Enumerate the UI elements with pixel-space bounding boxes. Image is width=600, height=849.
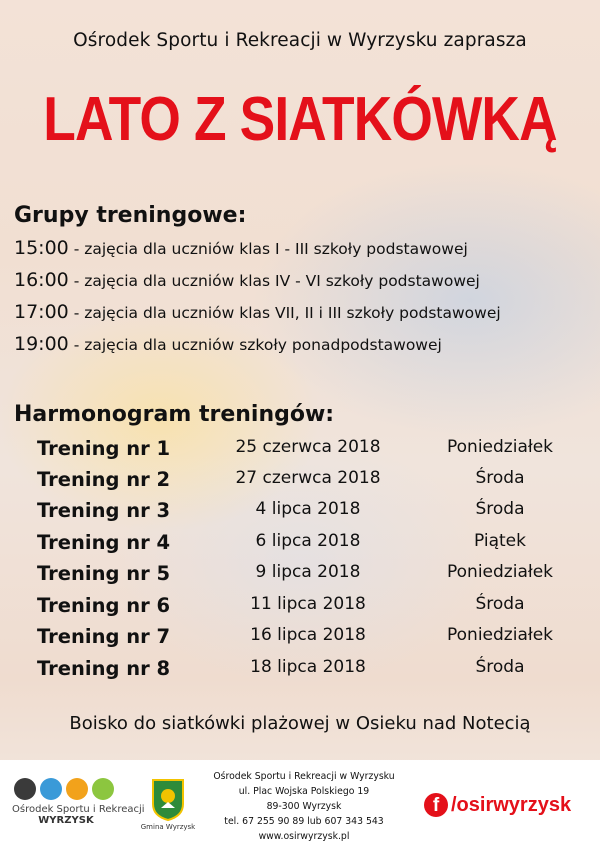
group-row (14, 269, 480, 291)
gmina-logo (138, 778, 198, 842)
training-date: 4 lipca 2018 (255, 499, 361, 519)
ball-player-icon (92, 778, 114, 800)
contact-street: ul. Plac Wojska Polskiego 19 (238, 786, 370, 797)
runner-icon (14, 778, 36, 800)
schedule-heading: Harmonogram treningów: (14, 402, 335, 427)
training-day: Poniedziałek (447, 437, 553, 457)
training-day: Środa (475, 594, 525, 614)
schedule-row (0, 468, 600, 498)
contact-postal: 89-300 Wyrzysk (266, 801, 342, 812)
training-name: Trening nr 7 (37, 625, 171, 648)
schedule-row (0, 657, 600, 687)
footer (0, 760, 600, 849)
training-date: 27 czerwca 2018 (235, 468, 381, 488)
contact-org: Ośrodek Sportu i Rekreacji w Wyrzysku (213, 771, 395, 782)
training-day: Piątek (474, 531, 526, 551)
social-handle: /osirwyrzysk (451, 793, 572, 816)
training-day: Środa (475, 499, 525, 519)
facebook-icon: f (424, 793, 448, 817)
training-date: 6 lipca 2018 (255, 531, 361, 551)
sport-icons (14, 778, 122, 800)
group-time: 15:00 (14, 237, 69, 259)
training-date: 18 lipca 2018 (250, 657, 366, 677)
header-invitation: Ośrodek Sportu i Rekreacji w Wyrzysku zaprasza (73, 30, 527, 51)
training-name: Trening nr 5 (37, 562, 171, 585)
group-time: 17:00 (14, 301, 69, 323)
training-date: 9 lipca 2018 (255, 562, 361, 582)
group-time: 16:00 (14, 269, 69, 291)
group-row (14, 237, 468, 259)
training-name: Trening nr 2 (37, 468, 171, 491)
group-row (14, 333, 442, 355)
swimmer-icon (40, 778, 62, 800)
gmina-label: Gmina Wyrzysk (140, 823, 196, 831)
contact-info (200, 769, 408, 844)
group-description: - zajęcia dla uczniów klas IV - VI szkoły podstawowej (73, 272, 480, 290)
schedule-row (0, 594, 600, 624)
contact-phone: tel. 67 255 90 89 lub 607 343 543 (224, 816, 384, 827)
main-title: LATO Z SIATKÓWKĄ (43, 85, 557, 154)
training-name: Trening nr 4 (37, 531, 171, 554)
group-description: - zajęcia dla uczniów klas VII, II i III szkoły podstawowej (73, 304, 501, 322)
training-day: Środa (475, 468, 525, 488)
contact-website: www.osirwyrzysk.pl (258, 831, 350, 842)
group-description: - zajęcia dla uczniów klas I - III szkoły podstawowej (73, 240, 468, 258)
schedule-row (0, 499, 600, 529)
osir-logo-town: WYRZYSK (38, 815, 94, 826)
training-name: Trening nr 1 (37, 437, 171, 460)
group-row (14, 301, 501, 323)
training-day: Środa (475, 657, 525, 677)
training-date: 16 lipca 2018 (250, 625, 366, 645)
cyclist-icon (66, 778, 88, 800)
osir-logo (12, 778, 145, 846)
training-day: Poniedziałek (447, 625, 553, 645)
schedule-row (0, 531, 600, 561)
coat-of-arms-icon (151, 778, 185, 822)
groups-heading: Grupy treningowe: (14, 203, 247, 228)
venue-info: Boisko do siatkówki plażowej w Osieku nad Notecią (69, 713, 531, 734)
schedule-row (0, 437, 600, 467)
schedule-row (0, 625, 600, 655)
training-name: Trening nr 6 (37, 594, 171, 617)
social-facebook (424, 790, 571, 820)
training-date: 11 lipca 2018 (250, 594, 366, 614)
osir-logo-name: Ośrodek Sportu i Rekreacji (12, 804, 145, 815)
training-name: Trening nr 8 (37, 657, 171, 680)
group-description: - zajęcia dla uczniów szkoły ponadpodstawowej (73, 336, 442, 354)
schedule-row (0, 562, 600, 592)
training-day: Poniedziałek (447, 562, 553, 582)
training-date: 25 czerwca 2018 (235, 437, 381, 457)
group-time: 19:00 (14, 333, 69, 355)
training-name: Trening nr 3 (37, 499, 171, 522)
